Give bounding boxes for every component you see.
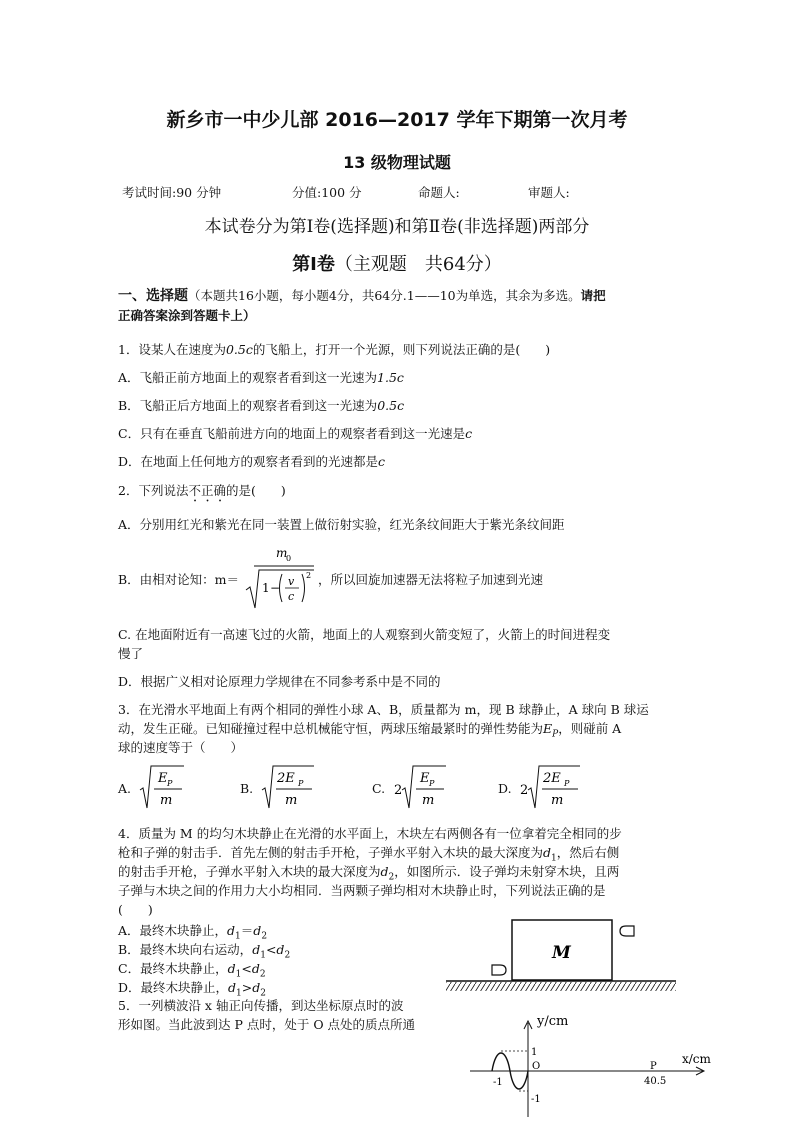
q1-stem-var: 0.5c xyxy=(225,342,253,357)
q4-a-d1-sub: 1 xyxy=(235,931,241,942)
q4-a-d1: d xyxy=(227,923,236,938)
q5-line1: 5．一列横波沿 x 轴正向传播，到达坐标原点时的波 xyxy=(118,998,404,1013)
q4-d2-var: d xyxy=(380,864,389,879)
q4-c-d1-sub: 1 xyxy=(235,969,242,980)
formula-right-paren xyxy=(302,574,305,602)
exam-score: 分值:100 分 xyxy=(292,185,362,200)
q1-a-text: A．飞船正前方地面上的观察者看到这一光速为 xyxy=(118,370,378,385)
denominator: m xyxy=(160,793,173,808)
q1-stem-text-end: 的飞船上，打开一个光源，则下列说法正确的是( ) xyxy=(252,342,551,357)
section-desc-line2: 正确答案涂到答题卡上） xyxy=(118,308,256,323)
q4-line2-text-end: ，然后右侧 xyxy=(556,845,620,860)
q3-option-d-formula xyxy=(518,762,582,812)
numerator: 2E xyxy=(543,771,561,786)
q4-c-text: C．最终木块静止， xyxy=(118,961,228,976)
q4-line2 xyxy=(118,843,619,864)
q2-option-b-lead: B．由相对论知：m＝ xyxy=(118,572,240,587)
block-label: M xyxy=(552,943,571,963)
q4-a-text: A．最终木块静止， xyxy=(118,923,228,938)
q4-line2-text: 枪和子弹的射击手．首先左侧的射击手开枪，子弹水平射入木块的最大深度为 xyxy=(118,845,544,860)
right-bullet xyxy=(620,926,634,936)
numerator-sub: P xyxy=(564,779,570,788)
q3-ep-var: E xyxy=(543,721,553,736)
q2-stem-emphasis: 不正确 xyxy=(188,483,226,498)
section-label: 一、选择题 xyxy=(118,288,188,304)
q4-b-d1: d xyxy=(252,942,261,957)
q1-b-var: 0.5c xyxy=(377,398,405,413)
point-p-label: P xyxy=(650,1061,657,1072)
q3-option-b-label: B. xyxy=(240,781,254,796)
section-desc: （本题共16小题，每小题4分，共64分.1——10为单选，其余为多选。 xyxy=(188,288,581,303)
relativistic-mass-formula xyxy=(240,540,320,612)
exam-reviewer: 审题人: xyxy=(528,185,570,200)
q4-d-d1-sub: 1 xyxy=(236,988,242,999)
q4-c-d1: d xyxy=(227,961,236,976)
q4-line4: 子弹与木块之间的作用力大小均相同．当两颗子弹均相对木块静止时，下列说法正确的是 xyxy=(118,883,606,898)
q4-d-text: D．最终木块静止， xyxy=(118,980,229,995)
q4-d-d2-sub: 2 xyxy=(260,988,267,999)
numerator-sub: P xyxy=(429,779,435,788)
q4-a-d2-sub: 2 xyxy=(261,931,268,942)
q2-option-b-tail: ，所以回旋加速器无法将粒子加速到光速 xyxy=(318,572,544,587)
q1-c-var: c xyxy=(465,426,473,441)
left-bullet xyxy=(492,965,506,975)
formula-left-paren xyxy=(280,574,283,602)
q3-ep-sub: P xyxy=(552,729,559,740)
q1-option-d xyxy=(118,452,385,470)
numerator: E xyxy=(158,771,168,786)
q3-line2-text: 动，发生正碰。已知碰撞过程中总机械能守恒，两球压缩最紧时的弹性势能为 xyxy=(118,721,544,736)
q4-b-rel: < xyxy=(265,942,277,957)
q4-a-rel: ＝ xyxy=(240,923,254,938)
q1-d-text: D．在地面上任何地方的观察者看到的光速都是 xyxy=(118,454,379,469)
q1-stem-text: 1．设某人在速度为 xyxy=(118,342,226,357)
numerator-sub: P xyxy=(298,779,304,788)
q4-d-d2: d xyxy=(252,980,261,995)
q4-d-d1: d xyxy=(228,980,237,995)
q1-d-var: c xyxy=(378,454,386,469)
q3-option-c-formula xyxy=(392,762,448,812)
q3-line2-text-end: ，则碰前 A xyxy=(558,721,622,736)
formula-c: c xyxy=(288,590,295,603)
q4-b-d2-sub: 2 xyxy=(284,950,291,961)
exam-title: 新乡市一中少儿部 2016—2017 学年下期第一次月考 xyxy=(166,109,628,131)
q4-line3-text: 的射击手开枪，子弹水平射入木块的最大深度为 xyxy=(118,864,381,879)
q3-line3: 球的速度等于（ ） xyxy=(118,740,244,755)
q1-c-text: C．只有在垂直飞船前进方向的地面上的观察者看到这一光速是 xyxy=(118,426,466,441)
q4-line5: ( ) xyxy=(118,902,153,917)
coefficient: 2 xyxy=(394,783,403,798)
block-bullets-figure xyxy=(440,912,680,997)
q4-option-a xyxy=(118,921,267,942)
ground-hatching xyxy=(446,982,676,991)
formula-one: 1 xyxy=(262,581,270,595)
y-axis-label: y/cm xyxy=(537,1014,569,1029)
exam-setter: 命题人: xyxy=(418,185,460,200)
q4-option-c xyxy=(118,959,266,980)
x-axis-label: x/cm xyxy=(682,1052,711,1066)
q4-option-b xyxy=(118,940,290,961)
q4-c-d2: d xyxy=(251,961,260,976)
formula-numerator-sub: 0 xyxy=(286,554,292,563)
q4-b-text: B．最终木块向右运动， xyxy=(118,942,253,957)
numerator: E xyxy=(420,771,430,786)
denominator: m xyxy=(422,793,435,808)
q3-option-a-formula xyxy=(138,762,186,812)
q2-stem-text: 2．下列说法 xyxy=(118,483,189,498)
q3-option-c-label: C. xyxy=(372,781,386,796)
q1-b-text: B．飞船正后方地面上的观察者看到这一光速为 xyxy=(118,398,378,413)
q5-line2: 形如图。当此波到达 P 点时，处于 O 点处的质点所通 xyxy=(118,1017,416,1032)
denominator: m xyxy=(551,793,564,808)
q4-d2-sub: 2 xyxy=(388,872,395,883)
q4-b-d2: d xyxy=(276,942,285,957)
q1-option-a xyxy=(118,368,404,386)
q2-option-d: D．根据广义相对论原理力学规律在不同参考系中是不同的 xyxy=(118,674,441,689)
q4-c-rel: < xyxy=(241,961,252,976)
q3-option-a-label: A. xyxy=(118,781,132,796)
q3-option-b-formula xyxy=(260,762,316,812)
q4-line3 xyxy=(118,862,619,883)
q4-line3-text-end: ，如图所示．设子弹均未射穿木块，且两 xyxy=(394,864,620,879)
q2-stem xyxy=(118,481,286,505)
q4-d-rel: > xyxy=(241,980,253,995)
q1-option-c xyxy=(118,424,472,442)
coefficient: 2 xyxy=(520,783,529,798)
q1-a-var: 1.5c xyxy=(377,370,404,385)
formula-exponent: 2 xyxy=(306,571,312,580)
q2-option-c-line2: 慢了 xyxy=(118,646,144,661)
q2-option-c-line1: C. 在地面附近有一高速飞过的火箭，地面上的人观察到火箭变短了，火箭上的时间进程变 xyxy=(118,627,611,642)
numerator-sub: P xyxy=(167,779,173,788)
q4-d1-sub: 1 xyxy=(551,853,557,864)
q1-option-b xyxy=(118,396,404,414)
q4-c-d2-sub: 2 xyxy=(259,969,266,980)
q4-d1-var: d xyxy=(543,845,552,860)
q4-a-d2: d xyxy=(253,923,262,938)
paper-note: 本试卷分为第Ⅰ卷(选择题)和第Ⅱ卷(非选择题)两部分 xyxy=(204,217,590,237)
y-tick-negative: -1 xyxy=(531,1094,541,1105)
q4-b-d1-sub: 1 xyxy=(260,950,266,961)
y-tick-positive: 1 xyxy=(531,1047,538,1058)
q2-option-a: A．分别用红光和紫光在同一装置上做衍射实验，红光条纹间距大于紫光条纹间距 xyxy=(118,517,565,532)
section-heading xyxy=(118,285,606,305)
exam-time: 考试时间:90 分钟 xyxy=(122,185,222,200)
part-title: 第Ⅰ卷 xyxy=(292,254,335,275)
origin-label: O xyxy=(532,1061,541,1072)
formula-minus: − xyxy=(270,581,281,595)
numerator: 2E xyxy=(277,771,295,786)
formula-v: v xyxy=(288,575,295,588)
point-p-value: 40.5 xyxy=(644,1076,667,1087)
wave-graph xyxy=(462,1005,724,1119)
x-tick-negative: -1 xyxy=(493,1077,503,1088)
denominator: m xyxy=(285,793,298,808)
part-subtitle: （主观题 共64分） xyxy=(334,254,502,275)
q2-stem-text-end: 的是( ) xyxy=(225,483,286,498)
formula-numerator: m xyxy=(276,546,288,560)
part-heading xyxy=(0,250,794,276)
q3-option-d-label: D. xyxy=(498,781,512,796)
section-desc-bold: 请把 xyxy=(580,288,606,303)
exam-subtitle: 13 级物理试题 xyxy=(343,153,451,172)
q3-line1: 3．在光滑水平地面上有两个相同的弹性小球 A、B，质量都为 m，现 B 球静止，A 球向 B 球运 xyxy=(118,702,649,717)
q4-line1: 4．质量为 M 的均匀木块静止在光滑的水平面上，木块左右两侧各有一位拿着完全相同的步 xyxy=(118,826,622,841)
q3-line2 xyxy=(118,719,621,740)
q1-stem xyxy=(118,340,550,358)
